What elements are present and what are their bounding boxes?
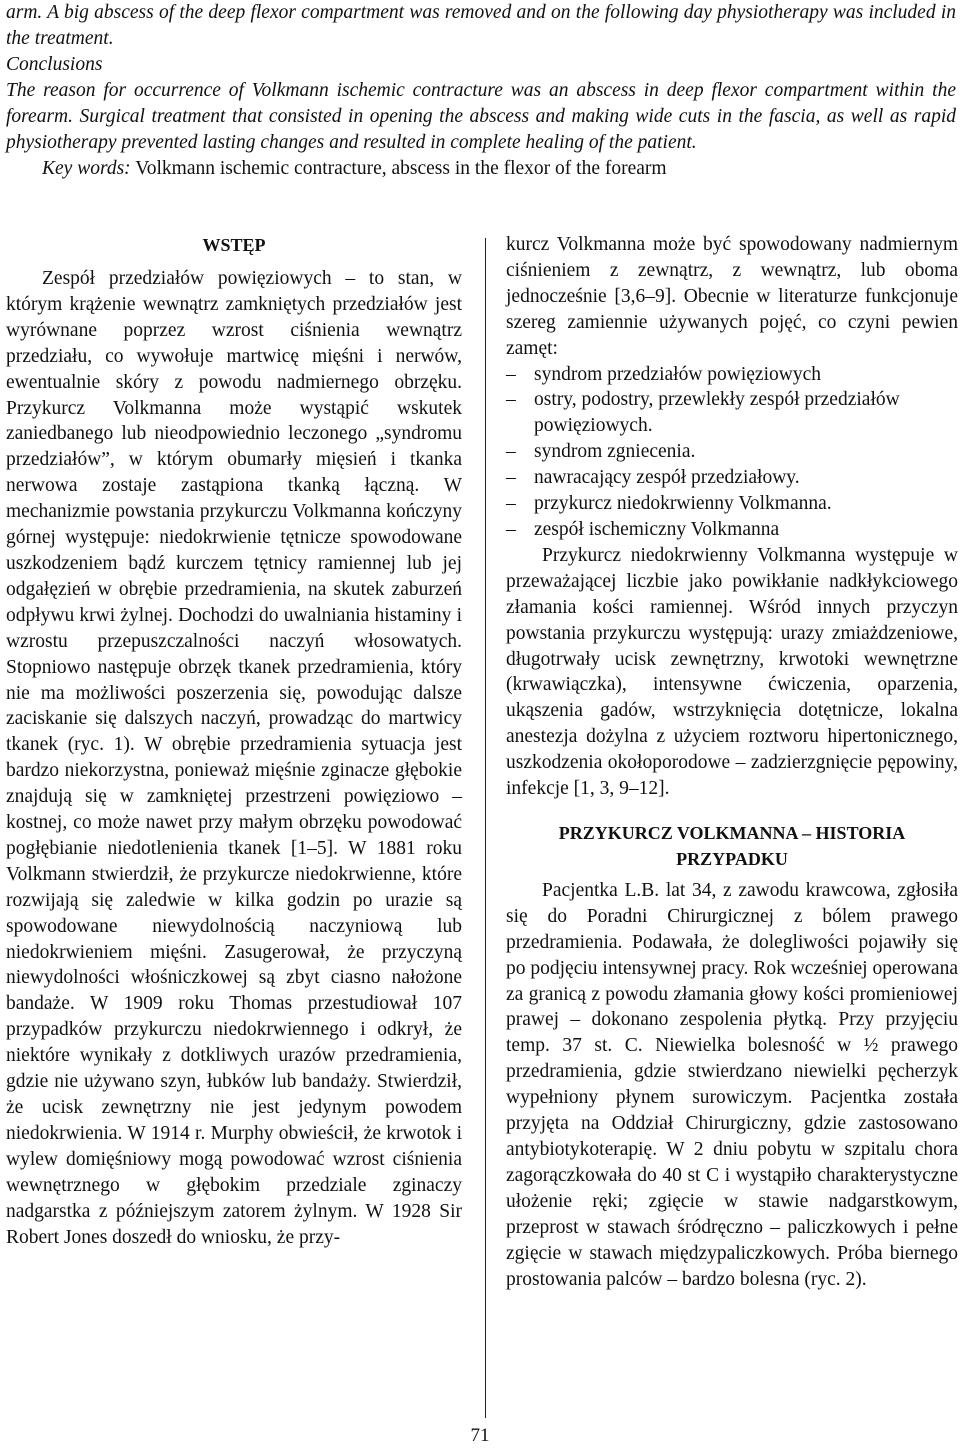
body-paragraph: Pacjentka L.B. lat 34, z zawodu krawcowa, zgłosiła się do Poradni Chirurgicznej z bólem prawego przedramienia. Podawała, że dolegliwości pojawiły się po podjęciu intensywnej pracy. Rok wcześniej operowana za granicą z powodu złamania głowy kości promieniowej prawej – dokonano zespolenia płytką. Przy przyjęciu temp. 37 st. C. Niewielka bolesność w ½ prawego przedramienia, gdzie stwierdzano niewielki pęcherzyk wypełniony płynem surowiczym. Pacjentka została przyjęta na Oddział Chirurgiczny, gdzie zastosowano antybiotykoterapię. W 2 dniu pobytu w szpitalu chora zagorączkowała do 40 st C i wystąpiło charakterystyczne ułożenie ręki; zgięcie w stawie nadgarstkowym, przeprost w stawach śródręczno – paliczkowych i pełne zgięcie w stawach międzypaliczkowych. Próba biernego prostowania palców – bardzo bolesna (ryc. 2).: [506, 879, 958, 1290]
conclusions-label: Conclusions: [6, 54, 103, 75]
section-heading-wstep: WSTĘP: [202, 235, 266, 255]
list-item: – przykurcz niedokrwienny Volkmanna.: [506, 491, 958, 517]
list-item: – nawracający zespół przedziałowy.: [506, 465, 958, 491]
list-item: – zespół ischemiczny Volkmanna: [506, 517, 958, 543]
right-column: [506, 232, 958, 1292]
column-divider: [485, 238, 486, 1418]
keywords-text: Volkmann ischemic contracture, abscess in the flexor of the forearm: [135, 158, 667, 179]
body-paragraph: Przykurcz niedokrwienny Volkmanna występuje w przeważającej liczbie jako powikłanie nadkłykciowego złamania kości ramiennej. Wśród innych przyczyn powstania przykurczu występują: urazy zmiażdzeniowe, długotrwały ucisk zewnętrzny, krwotoki wewnętrzne (krwawiączka), intensywne ćwiczenia, oparzenia, ukąszenia gadów, wstrzyknięcia dotętnicze, lokalna anestezja dożylna z użyciem roztworu hipertonicznego, uszkodzenia okołoporodowe – zadzierzgnięcie pępowiny, infekcje [1, 3, 9–12].: [506, 544, 958, 800]
body-paragraph-continued: kurcz Volkmanna może być spowodowany nadmiernym ciśnieniem z zewnątrz, z wewnątrz, lub oboma jednocześnie [3,6–9]. Obecnie w literaturze funkcjonuje szereg zamiennie używanych pojęć, co czyni pewien zamęt:: [506, 234, 958, 359]
conclusions-text: The reason for occurrence of Volkmann ischemic contracture was an abscess in deep flexor compartment within the forearm. Surgical treatment that consisted in opening the abscess and making wide cuts in the fascia, as well as rapid physiotherapy prevented lasting changes and resulted in complete healing of the patient.: [6, 80, 956, 153]
keywords-line: [6, 156, 956, 182]
keywords-label: Key words:: [42, 158, 131, 179]
body-paragraph: Zespół przedziałów powięziowych – to stan, w którym krążenie wewnątrz zamkniętych przedziałów jest wyrównane poprzez wzrost ciśnienia wewnątrz przedziału, co wywołuje martwicę mięśni i nerwów, ewentualnie skóry z powodu nadmiernego obrzęku. Przykurcz Volkmanna może wystąpić wskutek zaniedbanego lub nieodpowiednio leczonego „syndromu przedziałów”, w którym obumarły mięsień i tkanka nerwowa zostaje zastąpiona tkanką łączną. W mechanizmie powstania przykurczu Volkmanna kończyny górnej występuje: niedokrwienie tętnicze spowodowane uszkodzeniem bądź kurczem tętnicy ramiennej lub jej odgałęzień w obrębie przedramienia, na skutek zaburzeń odpływu krwi żylnej. Dochodzi do uwalniania histaminy i wzrostu przepuszczalności naczyń włosowatych. Stopniowo następuje obrzęk tkanek przedramienia, który nie ma możliwości poszerzenia się, powodując dalsze zaciskanie się dalszych naczyń, prowadząc do martwicy tkanek (ryc. 1). W obrębie przedramienia sytuacja jest bardzo niekorzystna, ponieważ mięśnie zginacze głębokie znajdują się w zamkniętej przestrzeni powięziowo – kostnej, co może nawet przy małym obrzęku powodować pogłębianie niedotlenienia tkanek [1–5]. W 1881 roku Volkmann stwierdził, że przykurcze niedokrwienne, które rozwijają się zaledwie w kilka godzin po urazie są spowodowane niewydolnością naczyniową lub niedokrwieniem mięśni. Zasugerował, że przyczyną niewydolności włośniczkowej są zbyt ciasno nałożone bandaże. W 1909 roku Thomas przestudiował 107 przypadków przykurczu niedokrwiennego i odkrył, że niektóre wynikały z dotkliwych urazów przedramienia, gdzie nie używano szyn, łubków lub bandaży. Stwierdził, że ucisk zewnętrzny nie jest jedynym powodem niedokrwienia. W 1914 r. Murphy obwieścił, że krwotok i wylew domięśniowy mogą powodować wzrost ciśnienia wewnętrznego w głębokim przedziale zginaczy nadgarstka z późniejszym zatorem żylnym. W 1928 Sir Robert Jones doszedł do wniosku, że przy-: [6, 268, 462, 1248]
list-item: – syndrom przedziałów powięziowych: [506, 362, 958, 388]
abstract-results-tail: arm. A big abscess of the deep flexor compartment was removed and on the following day physiotherapy was included in the treatment.: [6, 2, 956, 49]
page-number: 71: [470, 1425, 490, 1446]
left-column: [6, 232, 462, 1250]
terms-list: [506, 362, 958, 543]
list-item: – syndrom zgniecenia.: [506, 439, 958, 465]
abstract-block: [6, 0, 956, 182]
list-item: – ostry, podostry, przewlekły zespół przedziałów powięziowych.: [506, 387, 958, 439]
section-heading-case: PRZYKURCZ VOLKMANNA – HISTORIA PRZYPADKU: [558, 822, 906, 869]
